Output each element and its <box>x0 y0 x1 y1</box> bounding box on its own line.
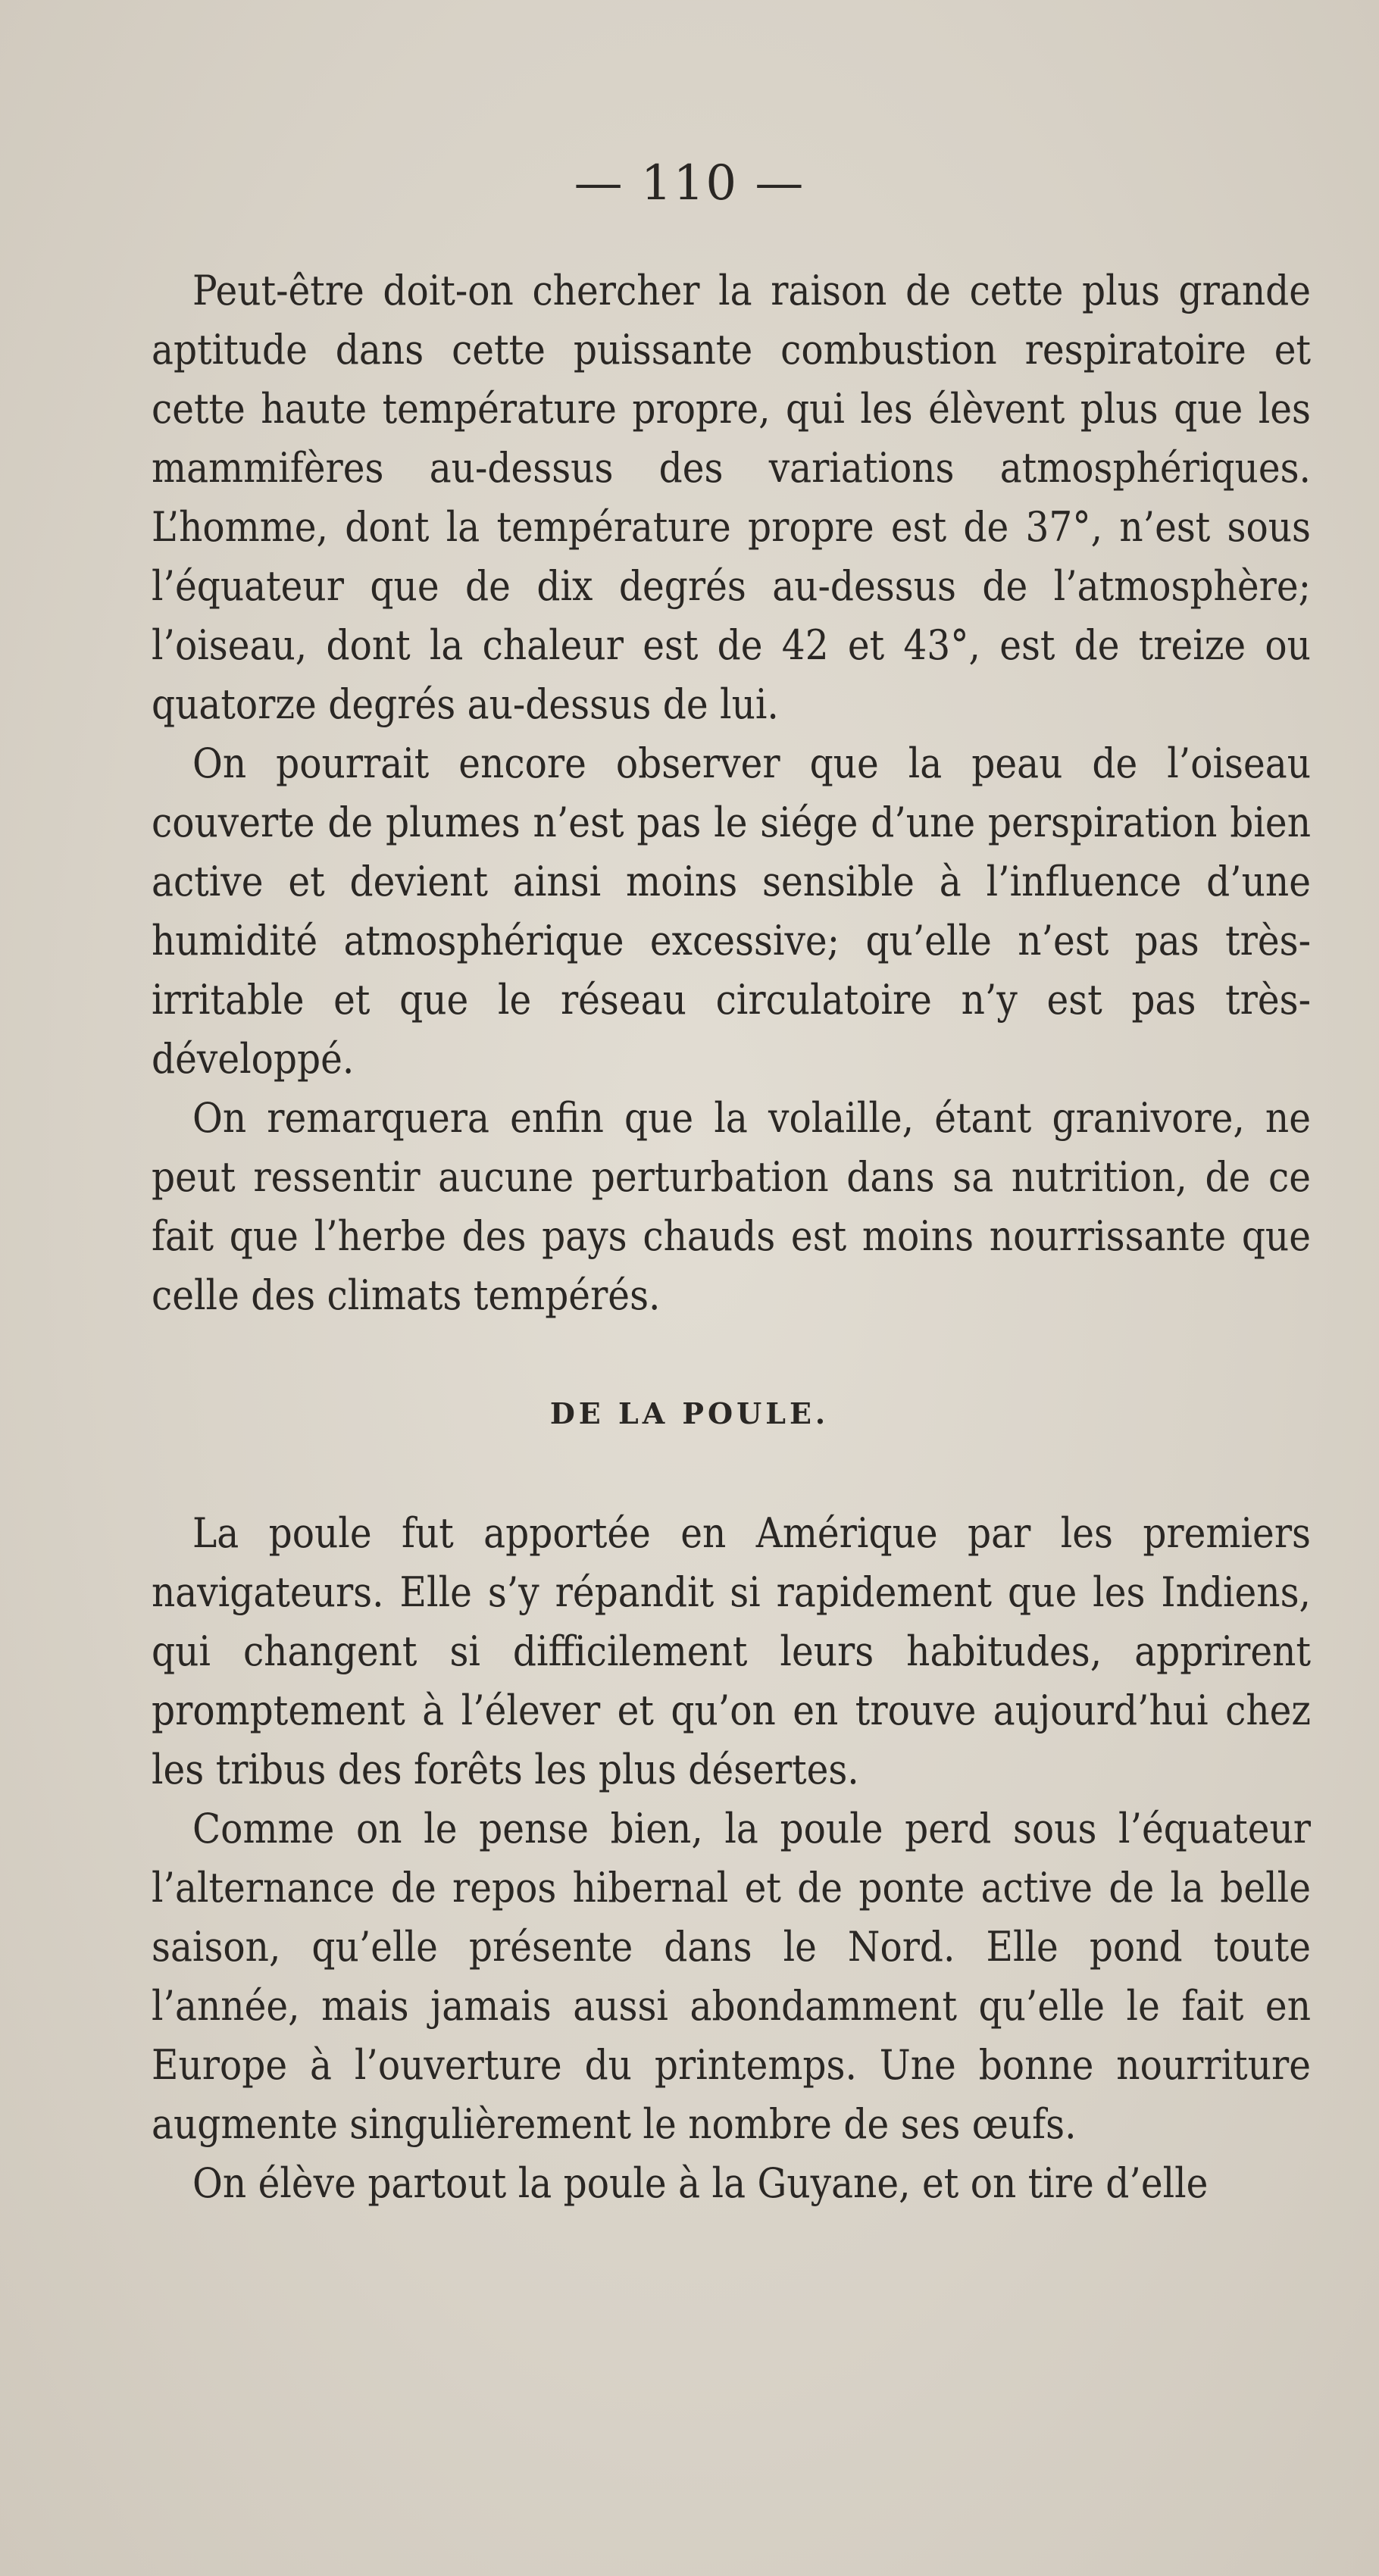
paragraph: On élève partout la poule à la Guyane, et on tire d’elle <box>192 2159 1209 2207</box>
section-heading: DE LA POULE. <box>549 1396 830 1430</box>
page-number: — 110 — <box>574 155 805 211</box>
paragraph: On pourrait encore observer que la peau de l’oiseau couverte de plumes n’est pas le siége d’une perspiration bien active et devient ainsi moins sensible à l’influence d’une humidité atmosphérique excessive; qu’elle n’est pas très-irritable et que le réseau circulatoire n’y est pas très-développé. <box>152 739 1311 1083</box>
paragraph: La poule fut apportée en Amérique par les premiers navigateurs. Elle s’y répandit si rapidement que les Indiens, qui changent si difficilement leurs habitudes, apprirent promptement à l’élever et qu’on en trouve aujourd’hui chez les tribus des forêts les plus désertes. <box>152 1509 1311 1793</box>
paragraph: On remarquera enfin que la volaille, étant granivore, ne peut ressentir aucune perturbation dans sa nutrition, de ce fait que l’herbe des pays chauds est moins nourrissante que celle des climats tempérés. <box>152 1094 1311 1319</box>
paragraph: Comme on le pense bien, la poule perd sous l’équateur l’alternance de repos hibernal et de ponte active de la belle saison, qu’elle présente dans le Nord. Elle pond toute l’année, mais jamais aussi abondamment qu’elle le fait en Europe à l’ouverture du printemps. Une bonne nourriture augmente singulièrement le nombre de ses œufs. <box>152 1805 1311 2148</box>
paragraph: Peut-être doit-on chercher la raison de cette plus grande aptitude dans cette puissante combustion respiratoire et cette haute température propre, qui les élèvent plus que les mammifères au-dessus des variations atmosphériques. L’homme, dont la température propre est de 37°, n’est sous l’équateur que de dix degrés au-dessus de l’atmosphère; l’oiseau, dont la chaleur est de 42 et 43°, est de treize ou quatorze degrés au-dessus de lui. <box>152 267 1311 728</box>
body-text-lower <box>152 1504 1311 2213</box>
body-text-upper <box>152 261 1311 1325</box>
